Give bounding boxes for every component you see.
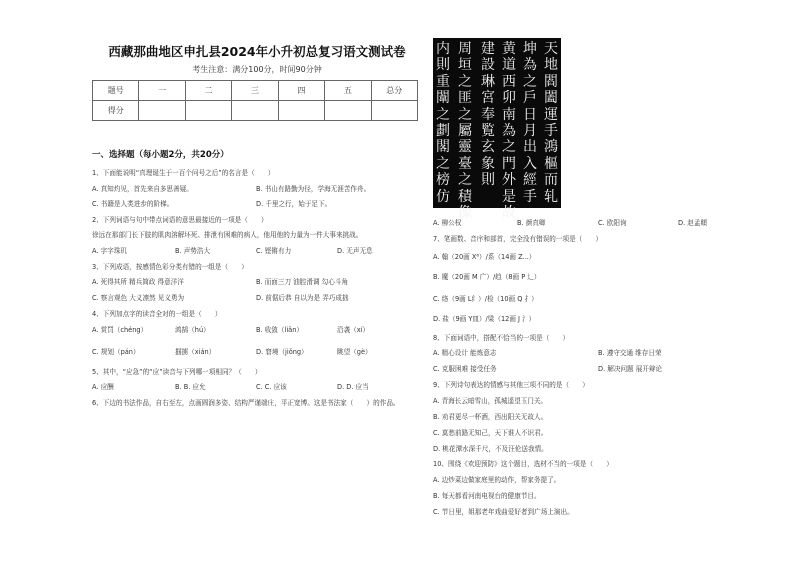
option-text: 掴掳（xián） xyxy=(175,348,216,356)
option-text: B. B. 应允 xyxy=(175,383,206,391)
option-text: C. C. 应该 xyxy=(256,383,287,391)
option-text: D. 前倨后恭 自以为是 弄巧成拙 xyxy=(256,294,349,302)
score-cell[interactable] xyxy=(139,101,185,121)
option-text: D. 盐（9画 Y皿）/梁（12画 J 氵） xyxy=(433,315,536,323)
option-text: B. 遵守交通 维存日荣 xyxy=(598,349,662,357)
option-text: A. 翰（20画 X⁶）/系（14画 Z...） xyxy=(433,253,536,261)
question-stem: 3、下列成语，按感情色彩分类有错的一组是（ ） xyxy=(92,263,248,271)
option-text: D. 桃花潭水深千尺，不及汪伦送我情。 xyxy=(433,445,548,453)
option-text: D. 窘境（jiǒng） xyxy=(256,348,308,356)
score-cell[interactable] xyxy=(325,101,371,121)
calligraphy-column: 建設琳宮奉覧玄象則 xyxy=(481,41,495,189)
question-stem: 1、下面能说明“真理诞生于一百个问号之后”的名言是（ ） xyxy=(92,169,275,177)
option-text: B. 魔（20画 M 广）/趋（8画 P 辶） xyxy=(433,273,541,281)
question-stem: 10、围绕《欢迎预防》这个题目，选材不当的一项是（ ） xyxy=(433,460,613,468)
question-stem: 9、下列诗句表达的情感与其他三项不同的是（ ） xyxy=(433,381,589,389)
option-text: C. 书籍是人类进步的阶梯。 xyxy=(92,200,174,208)
question-stem: 6、下边的书法作品，自右至左，点画圆润多姿、结构严谨端庄，平正宽博。这是书法家（ ）的作品。 xyxy=(92,399,400,407)
score-header-cell: 一 xyxy=(139,81,185,101)
option-text: A. 真知灼见，首先来自多思善疑。 xyxy=(92,185,193,193)
option-text: C. 察言观色 大义凛然 见义勇为 xyxy=(92,294,185,302)
option-text: C. 铿锵有力 xyxy=(256,247,292,255)
score-table xyxy=(92,80,418,121)
option-text: B. 劝君更尽一杯酒，西出阳关无故人。 xyxy=(433,413,548,421)
exam-notice: 考生注意：满分100分，时间90分钟 xyxy=(192,65,322,74)
calligraphy-column: 周垣之匪之屬靈臺之積像 xyxy=(458,41,472,222)
score-header-cell: 三 xyxy=(232,81,278,101)
calligraphy-image xyxy=(433,38,561,222)
option-text: 鸿鹄（hú） xyxy=(175,326,210,334)
option-text: C. 欧阳询 xyxy=(598,219,627,227)
score-row-label: 得分 xyxy=(93,101,139,121)
score-cell[interactable] xyxy=(278,101,324,121)
score-table-header-row xyxy=(93,81,418,101)
question-stem: 2、下列词语与句中带点词语的意思最接近的一项是（ ） xyxy=(92,216,268,224)
option-text: B. 而面三刀 油腔滑调 勾心斗角 xyxy=(256,278,349,286)
calligraphy-column: 内則重闈之劃閣之榜仿 xyxy=(436,41,450,205)
option-text: A. 死得其所 精兵简政 得意洋洋 xyxy=(92,278,184,286)
option-text: C. 节日里，姐那老年戏曲爱好者到广场上演出。 xyxy=(433,508,574,516)
score-header-cell: 四 xyxy=(278,81,324,101)
option-text: D. D. 应当 xyxy=(337,383,369,391)
option-text: A. 应酬 xyxy=(92,383,114,391)
question-stem: 4、下列加点字的读音全对的一组是（ ） xyxy=(92,310,222,318)
option-text: A. 青海长云暗雪山，孤城遥望玉门关。 xyxy=(433,397,548,405)
option-text: 沿袭（xí） xyxy=(337,326,370,334)
option-text: D. 无声无息 xyxy=(337,247,373,255)
option-text: C. 络（9画 L纟）/检（10画 Q 扌） xyxy=(433,295,538,303)
question-stem: 8、下面词语中，搭配不恰当的一项是（ ） xyxy=(433,334,570,342)
option-text: D. 千里之行，始于足下。 xyxy=(256,200,332,208)
option-text: A. 柳公权 xyxy=(433,219,462,227)
option-text: C. 克服困难 接受任务 xyxy=(433,365,497,373)
option-text: C. 莫愁前路无知己，天下谁人不识君。 xyxy=(433,429,548,437)
option-text: C. 规划（pán） xyxy=(92,348,140,356)
option-text: D. 赵孟頫 xyxy=(678,219,708,227)
score-cell[interactable] xyxy=(232,101,278,121)
calligraphy-column: 天地閻闔運手鴻樞而轧 xyxy=(544,41,558,205)
option-text: B. 书山有路勤为径，学海无涯苦作舟。 xyxy=(256,185,371,193)
option-text: 眺望（ɡè） xyxy=(337,348,372,356)
option-text: A. 字字珠玑 xyxy=(92,247,127,255)
page-title: 西藏那曲地区申扎县2024年小升初总复习语文测试卷 xyxy=(108,44,406,59)
option-text: B. 每天都看河南电视台的健康节目。 xyxy=(433,492,541,500)
option-text: A. 精心设计 能炼意志 xyxy=(433,349,497,357)
score-cell[interactable] xyxy=(185,101,231,121)
section-heading: 一、选择题（每小题2分，共20分） xyxy=(92,150,229,160)
score-cell[interactable] xyxy=(371,101,417,121)
option-text: B. 声势浩大 xyxy=(175,247,211,255)
option-text: B. 颜真卿 xyxy=(517,219,546,227)
score-header-cell: 五 xyxy=(325,81,371,101)
score-header-cell: 题号 xyxy=(93,81,139,101)
score-table-score-row xyxy=(93,101,418,121)
question-stem: 5、其中，“应急”的“应”读音与下列哪一项相同？（ ） xyxy=(92,368,262,376)
option-text: B. 收敛（liǎn） xyxy=(256,326,303,334)
option-text: A. 赏罚（chéng） xyxy=(92,326,148,334)
question-passage: 徐远在那部门长下肢的肌肉溶解坏死、排泄有困难的病人，他用他的力量为一件大事来挑战。 xyxy=(92,231,363,239)
calligraphy-column: 黄道西卯南為之門外是故 xyxy=(502,41,516,222)
score-header-cell: 总分 xyxy=(371,81,417,101)
option-text: D. 解决问题 展开辩论 xyxy=(598,365,663,373)
score-header-cell: 二 xyxy=(185,81,231,101)
option-text: A. 边炒菜边做家庭里的动作，帮家务提了。 xyxy=(433,476,561,484)
question-stem: 7、笔画数、音序和部首，完全没有错误的一项是（ ） xyxy=(433,235,603,243)
calligraphy-column: 坤為之戶日月出入經手 xyxy=(523,41,537,205)
